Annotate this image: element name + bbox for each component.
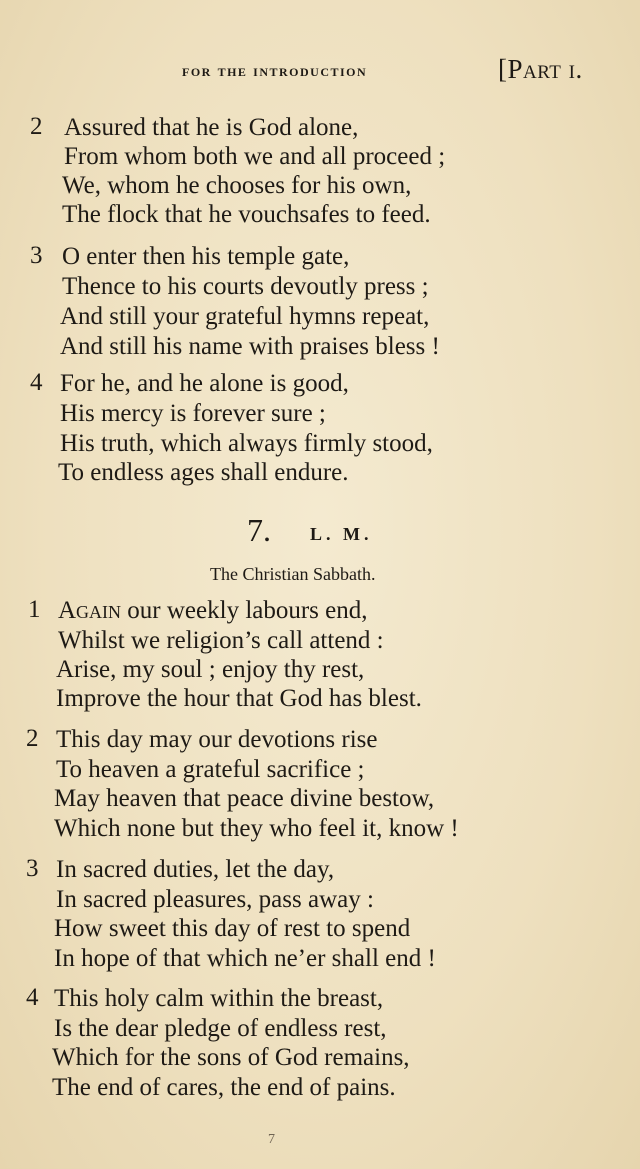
stanza-number: 1 — [28, 596, 41, 623]
stanza-line: And still your grateful hymns repeat, — [60, 303, 430, 330]
stanza-line: In sacred duties, let the day, — [56, 856, 335, 883]
stanza-line: And still his name with praises bless ! — [60, 333, 440, 360]
stanza-line: O enter then his temple gate, — [62, 243, 350, 270]
stanza-line: Is the dear pledge of endless rest, — [54, 1015, 387, 1042]
stanza-number: 2 — [26, 725, 39, 752]
first-word: Again — [58, 597, 122, 624]
stanza-line: The flock that he vouchsafes to feed. — [62, 201, 431, 228]
stanza-line-rest: our weekly labours end, — [121, 597, 368, 624]
stanza-line: This holy calm within the breast, — [54, 985, 384, 1012]
running-head-part: [Part i. — [498, 54, 583, 84]
stanza-line: Arise, my soul ; enjoy thy rest, — [56, 656, 365, 683]
hymn-subtitle: The Christian Sabbath. — [210, 564, 376, 584]
stanza-line: In hope of that which ne’er shall end ! — [54, 945, 436, 972]
stanza-line: From whom both we and all proceed ; — [64, 143, 446, 170]
stanza-number: 4 — [26, 984, 39, 1011]
stanza-line: To endless ages shall endure. — [58, 459, 349, 486]
running-head — [0, 54, 640, 88]
stanza-line: We, whom he chooses for his own, — [62, 172, 412, 199]
stanza-number: 3 — [26, 855, 39, 882]
running-head-title: for the introduction — [182, 61, 368, 80]
stanza-line: For he, and he alone is good, — [60, 370, 349, 397]
stanza-line: May heaven that peace divine bestow, — [54, 785, 435, 812]
stanza-line — [58, 596, 368, 625]
stanza-line: His mercy is forever sure ; — [60, 400, 326, 427]
stanza-line: Which for the sons of God remains, — [52, 1044, 410, 1071]
stanza-number: 3 — [30, 242, 43, 269]
stanza-line: Thence to his courts devoutly press ; — [62, 273, 429, 300]
stanza-line: In sacred pleasures, pass away : — [56, 886, 374, 913]
footer-mark: 7 — [268, 1132, 275, 1147]
stanza-line: Assured that he is God alone, — [64, 114, 359, 141]
stanza-line: To heaven a grateful sacrifice ; — [56, 756, 365, 783]
stanza-number: 4 — [30, 369, 43, 396]
hymn-number: 7. — [247, 512, 271, 548]
hymn-heading — [0, 512, 640, 552]
stanza-line: Which none but they who feel it, know ! — [54, 815, 459, 842]
stanza-line: The end of cares, the end of pains. — [52, 1074, 396, 1101]
stanza-number: 2 — [30, 113, 43, 140]
stanza-line: Improve the hour that God has blest. — [56, 685, 422, 712]
hymn-meter: L. M. — [310, 524, 373, 544]
stanza-line: This day may our devotions rise — [56, 726, 378, 753]
stanza-line: Whilst we religion’s call attend : — [58, 627, 384, 654]
stanza-line: How sweet this day of rest to spend — [54, 915, 411, 942]
stanza-line: His truth, which always firmly stood, — [60, 430, 433, 457]
